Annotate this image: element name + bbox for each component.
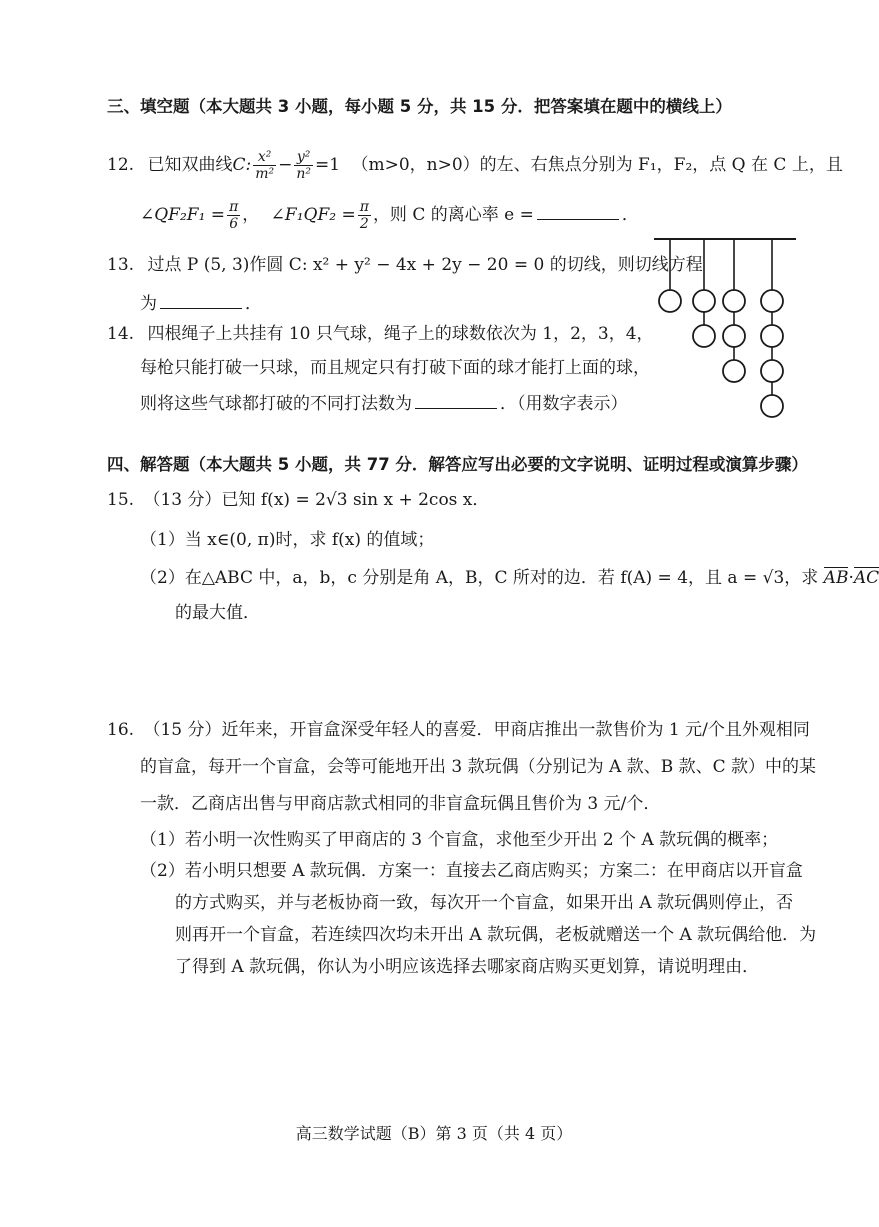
section4-heading: 四、解答题（本大题共 5 小题，共 77 分．解答应写出必要的文字说明、证明过程或演算步骤） <box>107 455 808 474</box>
balloon <box>761 290 783 312</box>
question-16-part2-line4: 了得到 A 款玩偶，你认为小明应该选择去哪家商店购买更划算，请说明理由． <box>175 957 760 977</box>
balloon <box>723 290 745 312</box>
balloon <box>693 325 715 347</box>
question-16-part1: （1）若小明一次性购买了甲商店的 3 个盲盒，求他至少开出 2 个 A 款玩偶的概率； <box>140 830 779 850</box>
q13-answer-blank <box>160 292 242 309</box>
balloon <box>693 290 715 312</box>
q12-number: 12. <box>107 155 135 175</box>
q14-answer-blank <box>415 392 497 409</box>
section3-heading: 三、填空题（本大题共 3 小题，每小题 5 分，共 15 分．把答案填在题中的横线上） <box>107 97 732 116</box>
balloon <box>761 395 783 417</box>
q12-answer-blank <box>537 203 619 220</box>
question-13-line1: 13. 过点 P (5, 3)作圆 C: x² + y² − 4x + 2y − 20 = 0 的切线，则切线方程 <box>107 255 703 275</box>
question-15-line1: 15. （13 分）已知 f(x) = 2√3 sin x + 2cos x． <box>107 490 490 510</box>
q12-frac-pi6: $\frac{\pi}{6}$ <box>229 199 239 232</box>
question-15-part1: （1）当 x∈(0, π)时，求 f(x) 的值域； <box>140 530 435 550</box>
question-16-line2: 的盲盒，每开一个盲盒，会等可能地开出 3 款玩偶（分别记为 A 款、B 款、C 款）中的某 <box>140 757 817 777</box>
page-footer: 高三数学试题（B）第 3 页（共 4 页） <box>295 1124 573 1143</box>
question-14-line2: 每枪只能打破一只球，而且规定只有打破下面的球才能打上面的球， <box>140 358 650 378</box>
vector-ab: AB <box>823 568 849 588</box>
balloon <box>761 360 783 382</box>
question-16-part2-line3: 则再开一个盲盒，若连续四次均未开出 A 款玩偶，老板就赠送一个 A 款玩偶给他．为 <box>175 925 817 945</box>
question-16-line1: 16. （15 分）近年来，开盲盒深受年轻人的喜爱．甲商店推出一款售价为 1 元/个且外观相同 <box>107 720 810 740</box>
question-15-part2-line2: 的最大值． <box>175 603 260 623</box>
balloon <box>723 325 745 347</box>
question-16-part2-line1: （2）若小明只想要 A 款玩偶．方案一：直接去乙商店购买；方案二：在甲商店以开盲盒 <box>140 861 803 881</box>
q12-frac-pi2: $\frac{\pi}{2}$ <box>359 199 369 232</box>
question-12-line2: ∠QF₂F₁ = $\frac{\pi}{6}$ ， ∠F₁QF₂ = $\frac{\pi}{2}$ ，则 C 的离心率 e = ． <box>140 199 639 232</box>
balloon <box>761 325 783 347</box>
question-16-line3: 一款．乙商店出售与甲商店款式相同的非盲盒玩偶且售价为 3 元/个． <box>140 794 661 814</box>
q12-frac-x: $\frac{\text{x²}}{\text{m²}}$ <box>255 149 275 182</box>
question-14-line3: 则将这些气球都打破的不同打法数为 ．（用数字表示） <box>140 394 628 414</box>
question-12-line1: 12. 已知双曲线C: $\frac{\text{x²}}{\text{m²}}$ − $\frac{\text{y²}}{\text{n²}}$ =1 （m>0，n>0）的左、右焦点分别为 F₁，F₂，点 Q 在 C 上，且 <box>107 149 843 182</box>
question-15-part2: （2）在△ABC 中，a，b，c 分别是角 A，B，C 所对的边．若 f(A) = 4，且 a = √3，求 AB·AC <box>140 568 879 588</box>
q12-frac-y: $\frac{\text{y²}}{\text{n²}}$ <box>296 149 311 182</box>
vector-ac: AC <box>853 568 879 588</box>
balloon <box>723 360 745 382</box>
question-14-line1: 14. 四根绳子上共挂有 10 只气球，绳子上的球数依次为 1，2，3，4， <box>107 324 654 344</box>
question-16-part2-line2: 的方式购买，并与老板协商一致，每次开一个盲盒，如果开出 A 款玩偶则停止，否 <box>175 893 794 913</box>
balloon-ropes-figure <box>650 233 800 438</box>
question-13-line2: 为 ． <box>140 294 262 314</box>
balloon <box>659 290 681 312</box>
